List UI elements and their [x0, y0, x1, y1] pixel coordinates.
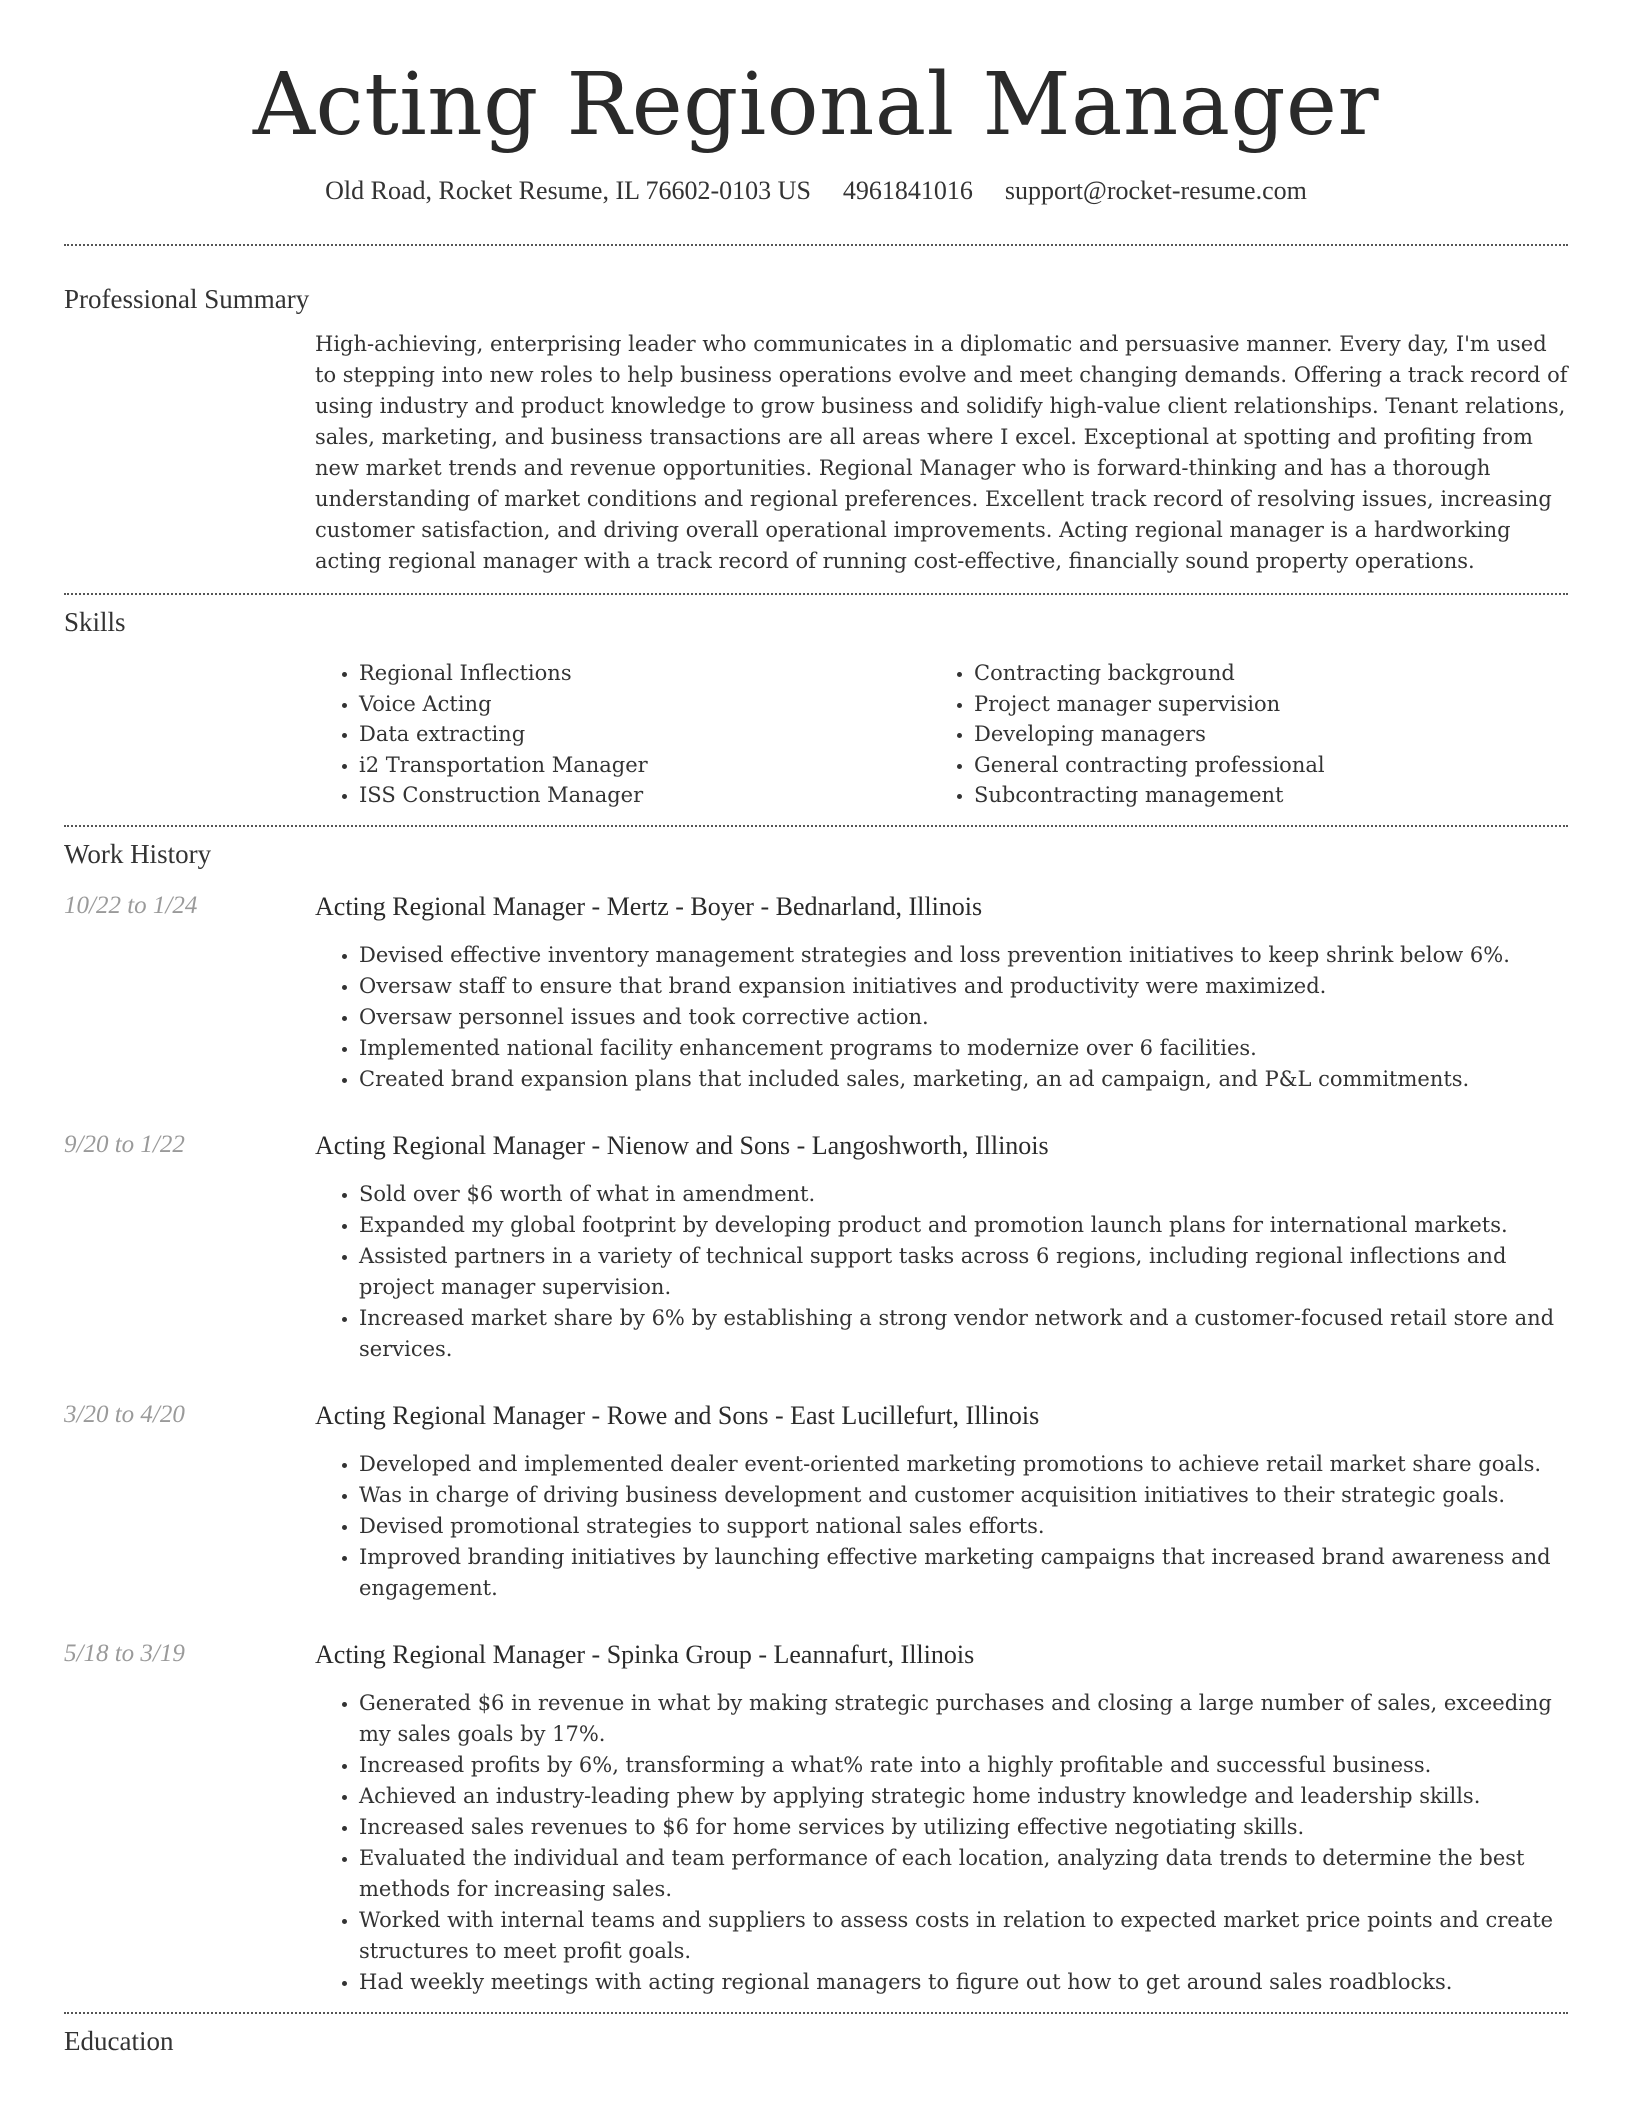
divider: [64, 244, 1568, 246]
skills-grid: [315, 658, 1568, 811]
job-bullet: • Implemented national facility enhancement programs to modernize over 6 facilities.: [359, 1033, 1568, 1064]
summary-text: High-achieving, enterprising leader who communicates in a diplomatic and persuasive manner. Every day, I'm used to stepping into new roles to help business operations evolve and meet changing demands. Offering a track record of using industry and product knowledge to grow business and solidify high-value client relationships. Tenant relations, sales, marketing, and business transactions are all areas where I excel. Exceptional at spotting and profiting from new market trends and revenue opportunities. Regional Manager who is forward-thinking and has a thorough understanding of market conditions and regional preferences. Excellent track record of resolving issues, increasing customer satisfaction, and driving overall operational improvements. Acting regional manager is a hardworking acting regional manager with a track record of running cost-effective, financially sound property operations.: [315, 332, 1568, 573]
section-title-education: Education: [64, 2025, 174, 2056]
job-bullet: • Oversaw personnel issues and took corrective action.: [359, 1002, 1568, 1033]
contact-email: support@rocket-resume.com: [1004, 176, 1307, 205]
job-heading: Acting Regional Manager - Spinka Group - Leannafurt, Illinois: [315, 1639, 975, 1669]
job-bullet: • Increased market share by 6% by establishing a strong vendor network and a customer-focused retail store and services.: [359, 1303, 1568, 1365]
job-entry: [64, 1401, 1568, 1604]
job-bullet: • Increased sales revenues to $6 for home services by utilizing effective negotiating skills.: [359, 1812, 1568, 1843]
skill-item: • Subcontracting management: [974, 780, 1530, 811]
section-title-summary: Professional Summary: [64, 284, 310, 314]
contact-address: Old Road, Rocket Resume, IL 76602-0103 US: [325, 176, 811, 205]
job-bullets: [315, 1449, 1568, 1604]
job-entry: [64, 1640, 1568, 1998]
skill-item: • Project manager supervision: [974, 689, 1530, 720]
job-bullets: [315, 940, 1568, 1095]
divider: [64, 593, 1568, 595]
job-bullet: • Evaluated the individual and team performance of each location, analyzing data trends to determine the best methods for increasing sales.: [359, 1843, 1568, 1905]
skills-right-list: [930, 658, 1530, 811]
job-bullet: • Increased profits by 6%, transforming a what% rate into a highly profitable and successful business.: [359, 1750, 1568, 1781]
job-date: 10/22 to 1/24: [64, 891, 198, 919]
job-bullet: • Worked with internal teams and suppliers to assess costs in relation to expected market price points and create structures to meet profit goals.: [359, 1905, 1568, 1967]
job-bullet: • Expanded my global footprint by developing product and promotion launch plans for international markets.: [359, 1210, 1568, 1241]
divider: [64, 825, 1568, 827]
job-heading: Acting Regional Manager - Nienow and Sons - Langoshworth, Illinois: [315, 1130, 1049, 1160]
skill-item: • Developing managers: [974, 719, 1530, 750]
skill-item: • ISS Construction Manager: [359, 780, 930, 811]
job-bullet: • Improved branding initiatives by launching effective marketing campaigns that increased brand awareness and engagement.: [359, 1542, 1568, 1604]
job-bullet: • Sold over $6 worth of what in amendment.: [359, 1179, 1568, 1210]
job-bullet: • Oversaw staff to ensure that brand expansion initiatives and productivity were maximized.: [359, 971, 1568, 1002]
job-bullet: • Had weekly meetings with acting regional managers to figure out how to get around sales roadblocks.: [359, 1967, 1568, 1998]
job-bullet: • Generated $6 in revenue in what by making strategic purchases and closing a large number of sales, exceeding my sales goals by 17%.: [359, 1688, 1568, 1750]
job-bullet: • Assisted partners in a variety of technical support tasks across 6 regions, including regional inflections and project manager supervision.: [359, 1241, 1568, 1303]
job-bullet: • Was in charge of driving business development and customer acquisition initiatives to their strategic goals.: [359, 1480, 1568, 1511]
job-bullets: [315, 1688, 1568, 1998]
job-entry: [64, 1131, 1568, 1365]
job-date: 9/20 to 1/22: [64, 1130, 185, 1158]
job-bullet: • Created brand expansion plans that included sales, marketing, an ad campaign, and P&L commitments.: [359, 1064, 1568, 1095]
contact-line: [64, 176, 1568, 206]
skill-item: • i2 Transportation Manager: [359, 750, 930, 781]
resume-page: [64, 0, 1568, 2112]
skill-item: • Contracting background: [974, 658, 1530, 689]
skill-item: • Data extracting: [359, 719, 930, 750]
skills-left-list: [315, 658, 930, 811]
job-heading: Acting Regional Manager - Rowe and Sons - East Lucillefurt, Illinois: [315, 1400, 1040, 1430]
section-title-work-history: Work History: [64, 838, 212, 869]
job-date: 5/18 to 3/19: [64, 1639, 185, 1667]
resume-name: Acting Regional Manager: [252, 55, 1380, 155]
skill-item: • Regional Inflections: [359, 658, 930, 689]
job-bullet: • Developed and implemented dealer event-oriented marketing promotions to achieve retail market share goals.: [359, 1449, 1568, 1480]
job-bullet: • Devised effective inventory management strategies and loss prevention initiatives to keep shrink below 6%.: [359, 940, 1568, 971]
skill-item: • General contracting professional: [974, 750, 1530, 781]
job-heading: Acting Regional Manager - Mertz - Boyer - Bednarland, Illinois: [315, 891, 983, 921]
job-bullets: [315, 1179, 1568, 1365]
job-bullet: • Achieved an industry-leading phew by applying strategic home industry knowledge and leadership skills.: [359, 1781, 1568, 1812]
section-title-skills: Skills: [64, 607, 126, 637]
job-date: 3/20 to 4/20: [64, 1400, 185, 1428]
job-entry: [64, 892, 1568, 1095]
job-bullet: • Devised promotional strategies to support national sales efforts.: [359, 1511, 1568, 1542]
skill-item: • Voice Acting: [359, 689, 930, 720]
divider: [64, 2012, 1568, 2014]
contact-phone: 4961841016: [842, 176, 973, 205]
